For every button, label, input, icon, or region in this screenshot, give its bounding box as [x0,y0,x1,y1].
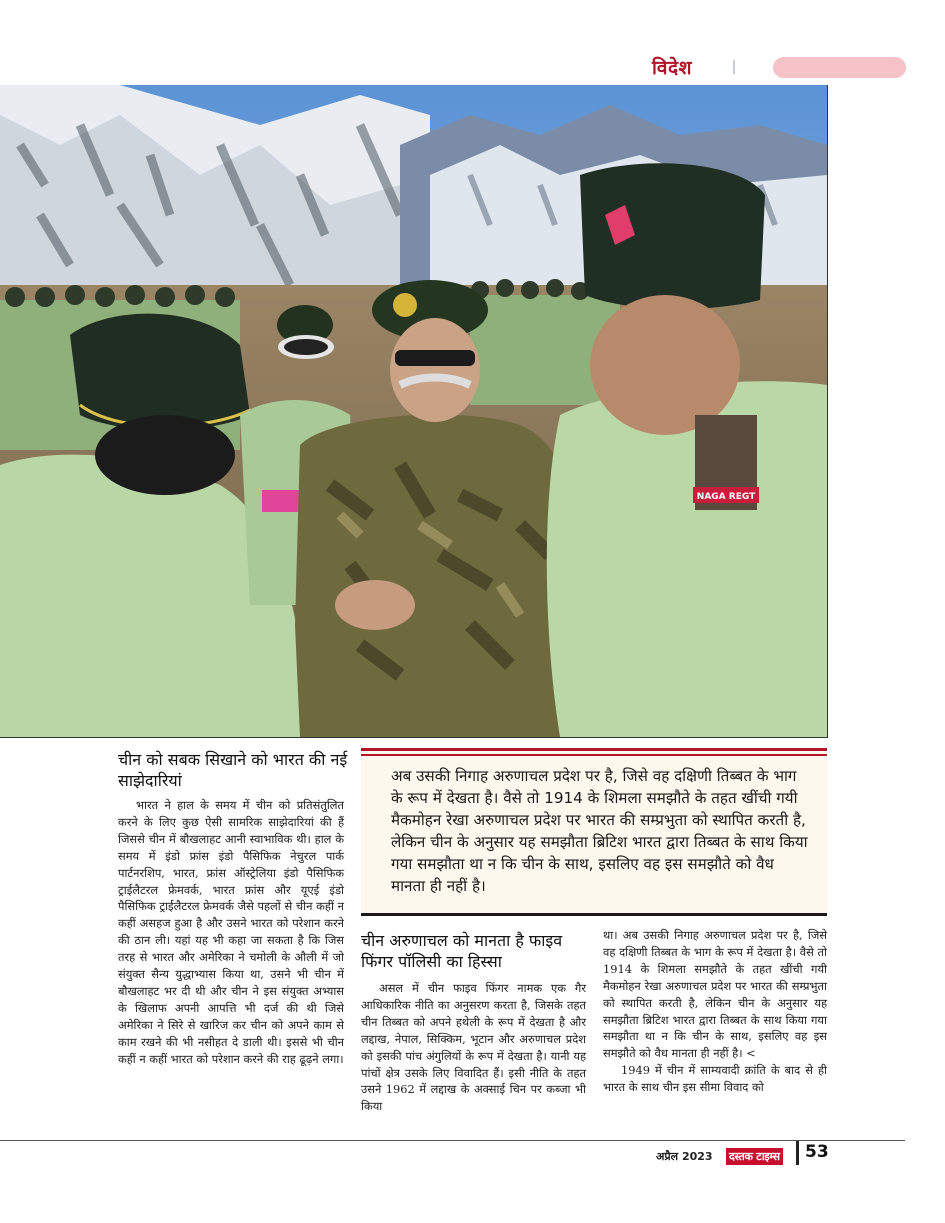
left-column-paragraph: भारत ने हाल के समय में चीन को प्रतिसंतुलित करने के लिए कुछ ऐसी सामरिक साझेदारियां की हैं जिससे चीन में बौखलाहट आनी स्वाभाविक थी। हाल के समय में इंडो फ्रांस इंडो पैसिफिक नेचुरल पार्क पार्टनरशिप, भारत, फ्रांस ऑस्ट्रेलिया इंडो पैसिफिक ट्राईलैटरल फ्रेमवर्क, भारत फ्रांस और यूएई इंडो पैसिफिक ट्राईलैटरल फ्रेमवर्क जैसे पहलों से चीन कहीं न कहीं असहज हुआ है और उसने भारत को परेशान करने की ठान ली। यहां यह भी कहा जा सकता है कि जिस तरह से भारत और अमेरिका ने चमोली के औली में जो संयुक्त सैन्य युद्धाभ्यास किया था, उसने भी चीन में बौखलाहट भर दी थी और चीन ने इस संयुक्त अभ्यास के खिलाफ अपनी आपत्ति भी दर्ज की थी जिसे अमेरिका ने सिरे से खारिज कर चीन को अपने काम से काम रखने की भी नसीहत दे डाली थी। इससे भी चीन कहीं न कहीं भारत को परेशान करने की राह ढूढ़ने लगा। [118,798,344,1066]
page-number: 53 [805,1142,829,1162]
article-photo [0,85,828,738]
middle-column-paragraph: असल में चीन फाइव फिंगर नामक एक गैर आधिकारिक नीति का अनुसरण करता है, जिसके तहत चीन तिब्बत को अपने हथेली के रूप में देखता है और लद्दाख, नेपाल, सिक्किम, भूटान और अरुणाचल प्रदेश को इसकी पांच अंगुलियों के रूप में देखता है। यानी यह पांचों क्षेत्र उसके लिए विवादित हैं। इसी नीति के तहत उसने 1962 में लद्दाख के अक्साई चिन पर कब्जा भी किया [361,981,586,1114]
regiment-badge-text: NAGA REGT [696,492,756,502]
pull-quote-text: अब उसकी निगाह अरुणाचल प्रदेश पर है, जिसे वह दक्षिणी तिब्बत के भाग के रूप में देखता है। वैसे तो 1914 के शिमला समझौते के तहत खींची गयी मैकमोहन रेखा अरुणाचल प्रदेश पर भारत की सम्प्रभुता को स्थापित करती है, लेकिन चीन के अनुसार यह समझौता ब्रिटिश भारत द्वारा तिब्बत के साथ किया गया समझौता था न कि चीन के साथ, इसलिए वह इस समझौते को वैध मानता ही नहीं है। [391,767,808,895]
section-label: विदेश [652,57,692,79]
footer-divider [796,1141,799,1165]
left-column-heading: चीन को सबक सिखाने को भारत की नई साझेदारियां [118,750,348,790]
footer-date: अप्रैल 2023 [656,1150,713,1163]
middle-column-body [361,980,586,1115]
header-divider [733,60,735,74]
left-column-body [118,797,344,1068]
right-column-body [603,927,827,1096]
header-pill [773,57,906,78]
pull-quote-top-rule [361,748,827,751]
middle-column-heading: चीन अरुणाचल को मानता है फाइव फिंगर पॉलिसी का हिस्सा [361,931,563,971]
pull-quote-top-rule-2 [361,754,827,756]
right-column-paragraph-2: 1949 में चीन में साम्यवादी क्रांति के बाद से ही भारत के साथ चीन इस सीमा विवाद को [603,1063,827,1095]
magazine-logo: दस्तक टाइम्स [726,1148,783,1165]
footer-rule [0,1140,905,1141]
right-column-paragraph-1: था। अब उसकी निगाह अरुणाचल प्रदेश पर है, जिसे वह दक्षिणी तिब्बत के भाग के रूप में देखता है। वैसे तो 1914 के शिमला समझौते के तहत खींची गयी मैकमोहन रेखा अरुणाचल प्रदेश पर भारत की सम्प्रभुता को स्थापित करती है, लेकिन चीन के अनुसार यह समझौता ब्रिटिश भारत द्वारा तिब्बत के साथ किया गया समझौता था न कि चीन के साथ, इसलिए वह इस समझौते को वैध मानता ही नहीं है। < [603,928,827,1061]
pull-quote-bottom-rule [361,913,827,916]
